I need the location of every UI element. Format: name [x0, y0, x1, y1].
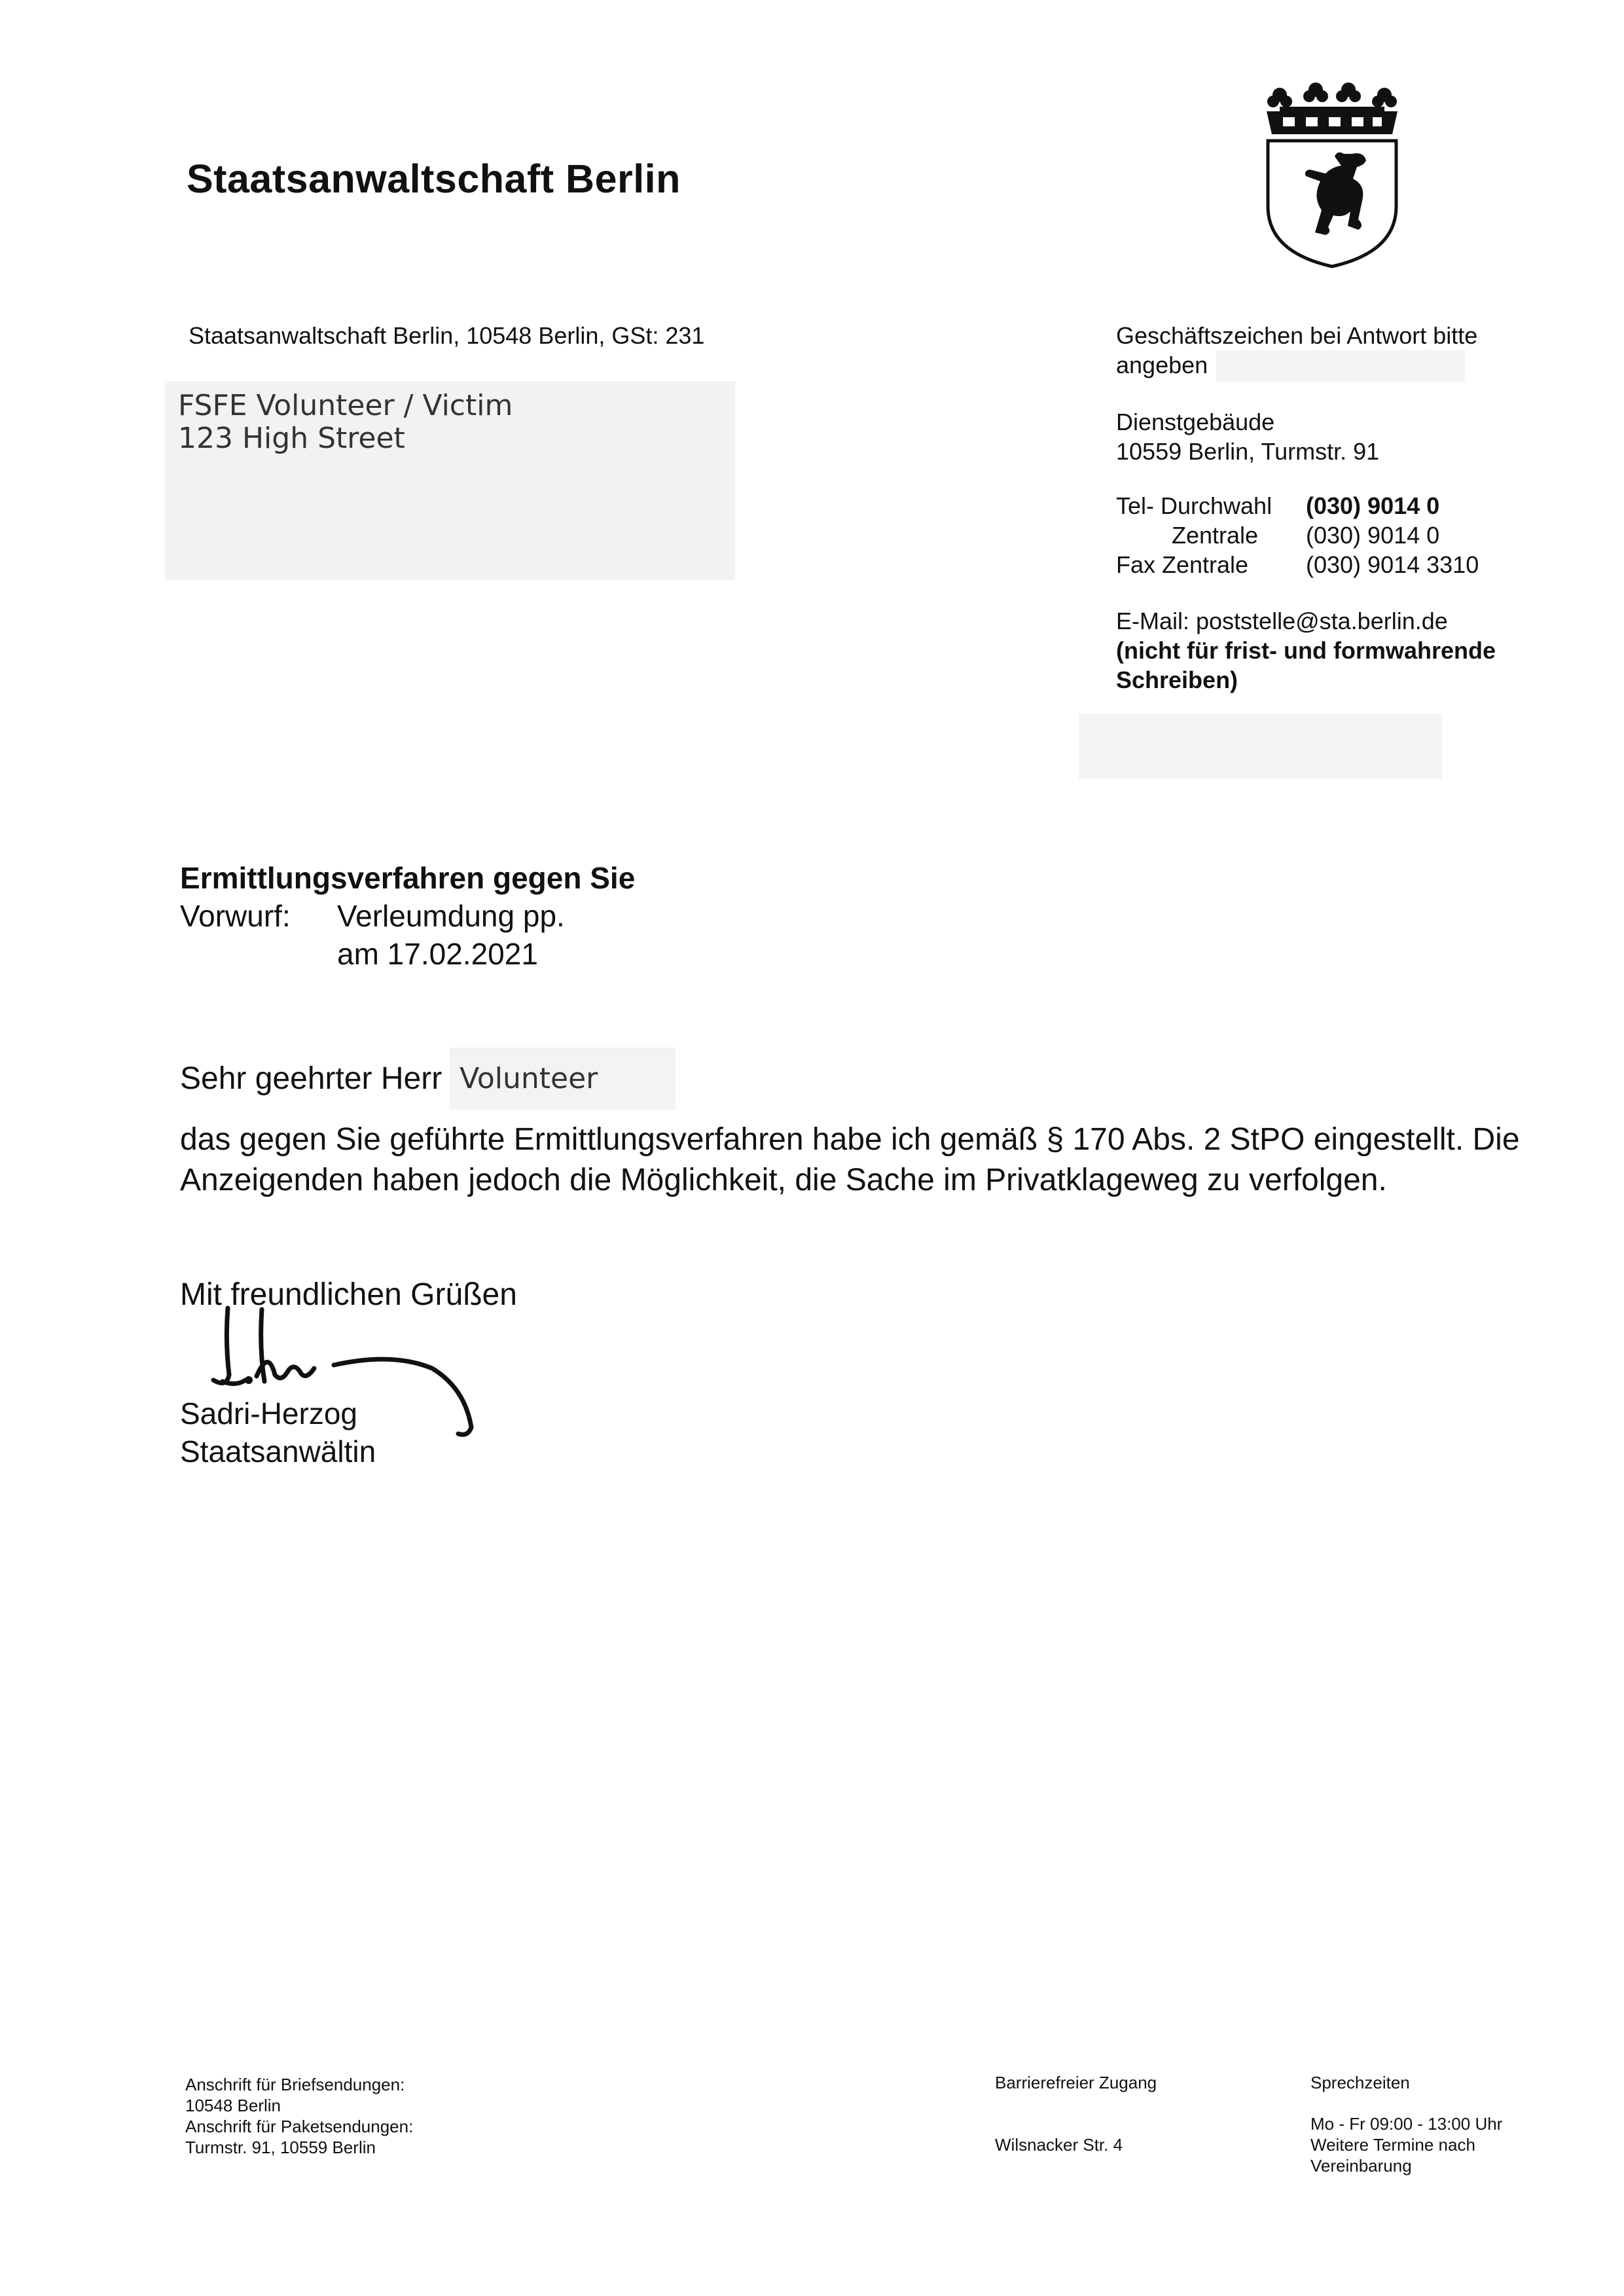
email-address[interactable]: E-Mail: poststelle@sta.berlin.de: [1116, 608, 1448, 634]
redacted-field: [1079, 714, 1442, 779]
tel-central-value: (030) 9014 0: [1306, 522, 1440, 549]
footer-access: [995, 2072, 1157, 2155]
letters-label: Anschrift für Briefsendungen:: [185, 2075, 405, 2094]
fax-label: Fax Zentrale: [1116, 551, 1249, 578]
charge-value: Verleumdung pp.: [337, 899, 565, 933]
letter-body: das gegen Sie geführte Ermittlungsverfahren habe ich gemäß § 170 Abs. 2 StPO eingestellt. Die Anzeigenden haben jedoch die Möglichkeit, die Sache im Privatklageweg zu verfolgen.: [180, 1122, 1520, 1197]
building-address: 10559 Berlin, Turmstr. 91: [1116, 438, 1380, 465]
hours-value: Mo - Fr 09:00 - 13:00 Uhr: [1310, 2114, 1503, 2134]
footer-addresses: [185, 2074, 413, 2158]
recipient-line-2: 123 High Street: [178, 422, 405, 455]
recipient-name: Volunteer: [450, 1048, 676, 1110]
phone-fax-table: [1116, 491, 1515, 579]
footer-hours: [1310, 2072, 1546, 2176]
authority-title: Staatsanwaltschaft Berlin: [187, 156, 681, 201]
charge-label: Vorwurf:: [180, 899, 291, 933]
tel-central-label: Zentrale: [1172, 522, 1259, 549]
subject-heading: Ermittlungsverfahren gegen Sie: [180, 861, 636, 895]
hours-note: Weitere Termine nach Vereinbarung: [1310, 2135, 1475, 2176]
signer-block: [180, 1394, 376, 1470]
building-label: Dienstgebäude: [1116, 409, 1275, 435]
signer-title: Staatsanwältin: [180, 1434, 376, 1468]
tel-direct-value: (030) 9014 0: [1306, 492, 1440, 519]
office-building: [1116, 407, 1379, 466]
salutation-text: Sehr geehrter Herr: [180, 1061, 442, 1096]
sender-return-address: Staatsanwaltschaft Berlin, 10548 Berlin, GSt: 231: [189, 322, 705, 349]
salutation: [180, 1048, 676, 1110]
parcels-label: Anschrift für Paketsendungen:: [185, 2117, 414, 2136]
fax-value: (030) 9014 3310: [1306, 551, 1479, 578]
berlin-coat-of-arms-icon: [1254, 75, 1411, 272]
charge-date: am 17.02.2021: [337, 937, 538, 971]
recipient-line-1: FSFE Volunteer / Victim: [178, 389, 513, 422]
email-block: [1116, 606, 1535, 695]
reference-redacted-field: [1216, 350, 1465, 382]
subject-block: [180, 859, 635, 973]
access-label: Barrierefreier Zugang: [995, 2073, 1157, 2092]
letters-address: 10548 Berlin: [185, 2096, 281, 2115]
hours-label: Sprechzeiten: [1310, 2073, 1410, 2092]
signer-name: Sadri-Herzog: [180, 1396, 357, 1430]
reference-label: Geschäftszeichen bei Antwort bitte angeben: [1116, 322, 1478, 378]
tel-direct-label: Tel- Durchwahl: [1116, 492, 1272, 519]
recipient-address-block: [165, 381, 735, 580]
email-note: (nicht für frist- und formwahrende Schreiben): [1116, 637, 1496, 693]
access-address: Wilsnacker Str. 4: [995, 2135, 1123, 2155]
parcels-address: Turmstr. 91, 10559 Berlin: [185, 2138, 376, 2157]
closing-phrase: Mit freundlichen Grüßen: [180, 1277, 517, 1312]
